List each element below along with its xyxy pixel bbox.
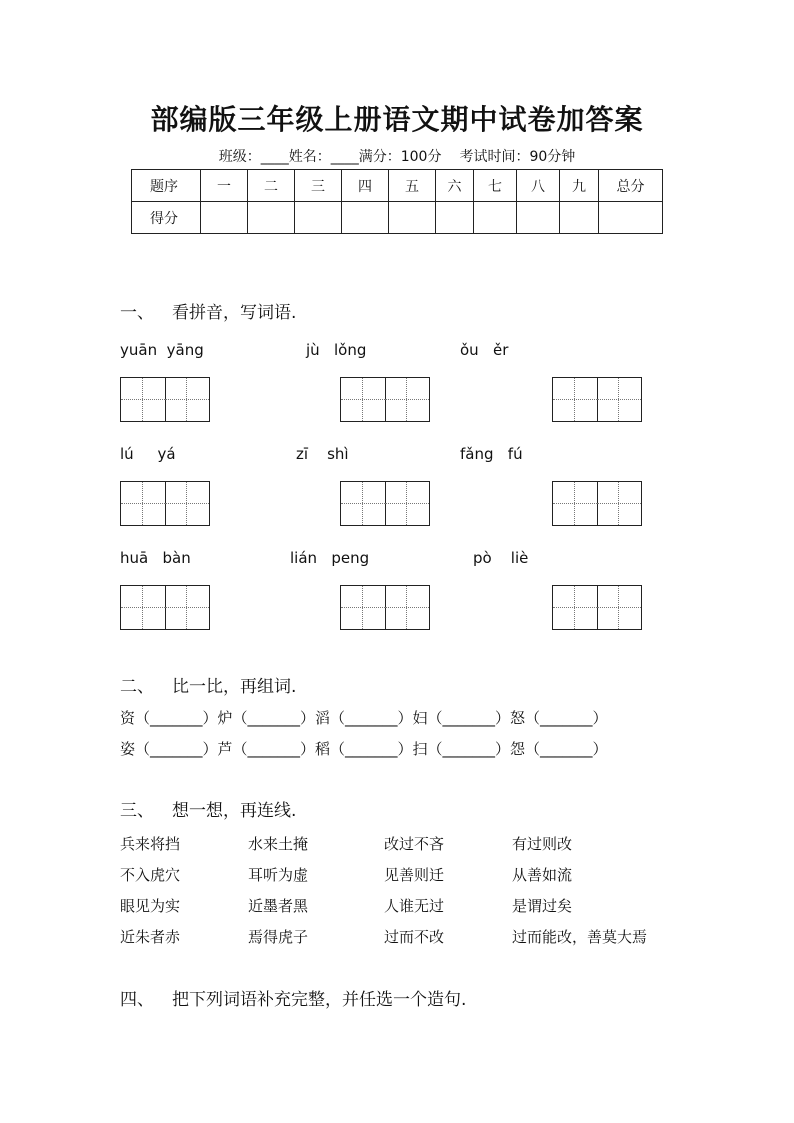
idiom-item[interactable]: 眼见为实 (120, 897, 181, 915)
exam-time-label: 考试时间：90分钟 (459, 149, 576, 165)
idiom-item[interactable]: 近墨者黑 (248, 897, 309, 915)
score-row-label: 得分 (132, 202, 201, 234)
pinyin-label: ǒu ěr (460, 341, 509, 359)
writing-grid[interactable] (120, 481, 210, 526)
full-score-label: 满分：100分 (358, 149, 442, 165)
score-header-cell: 三 (295, 170, 342, 202)
writing-grid[interactable] (340, 585, 430, 630)
section-title: 想一想，再连线. (172, 801, 297, 821)
score-table-score-row (132, 202, 663, 234)
writing-grid[interactable] (552, 481, 642, 526)
writing-grid[interactable] (120, 585, 210, 630)
section-4-heading (120, 985, 466, 1010)
section-3-heading (120, 796, 296, 821)
score-input-cell[interactable] (389, 202, 436, 234)
pinyin-label: lú yá (120, 445, 176, 463)
writing-grid[interactable] (120, 377, 210, 422)
score-input-cell[interactable] (474, 202, 517, 234)
writing-grid[interactable] (340, 377, 430, 422)
score-input-cell[interactable] (517, 202, 560, 234)
score-header-cell: 六 (436, 170, 474, 202)
score-table-header-row (132, 170, 663, 202)
writing-grid[interactable] (552, 377, 642, 422)
section-number: 三、 (120, 801, 154, 821)
section-title: 看拼音，写词语. (172, 303, 297, 323)
score-table (131, 169, 663, 234)
pinyin-label: zī shì (296, 445, 349, 463)
idiom-item[interactable]: 不入虎穴 (120, 866, 181, 884)
score-header-cell: 一 (201, 170, 248, 202)
idiom-item[interactable]: 耳听为虚 (248, 866, 309, 884)
idiom-item[interactable]: 过而能改，善莫大焉 (512, 928, 648, 946)
section-title: 比一比，再组词. (172, 677, 297, 697)
score-input-cell[interactable] (201, 202, 248, 234)
pinyin-label: pò liè (473, 549, 529, 567)
idiom-item[interactable]: 过而不改 (384, 928, 445, 946)
score-input-cell[interactable] (436, 202, 474, 234)
writing-grid[interactable] (552, 585, 642, 630)
idiom-item[interactable]: 人谁无过 (384, 897, 445, 915)
score-header-cell: 四 (342, 170, 389, 202)
section-number: 四、 (120, 990, 154, 1010)
compare-row: 资（_______）炉（_______）滔（_______）妇（_______）怒（_______） (120, 709, 608, 727)
idiom-item[interactable]: 近朱者赤 (120, 928, 181, 946)
page-title: 部编版三年级上册语文期中试卷加答案 (150, 103, 644, 136)
pinyin-label: fǎng fú (460, 445, 523, 463)
idiom-item[interactable]: 见善则迁 (384, 866, 445, 884)
section-1-heading (120, 298, 296, 323)
score-header-cell: 五 (389, 170, 436, 202)
idiom-item[interactable]: 是谓过矣 (512, 897, 573, 915)
pinyin-label: huā bàn (120, 549, 191, 567)
exam-info (0, 146, 794, 166)
section-number: 一、 (120, 303, 154, 323)
score-header-cell: 九 (560, 170, 599, 202)
section-2-heading (120, 672, 296, 697)
section-title: 把下列词语补充完整，并任选一个造句. (172, 990, 467, 1010)
name-label: 姓名：____ (288, 149, 359, 165)
pinyin-label: lián peng (290, 549, 370, 567)
idiom-item[interactable]: 水来土掩 (248, 835, 309, 853)
score-input-cell[interactable] (560, 202, 599, 234)
score-header-cell: 题序 (132, 170, 201, 202)
idiom-item[interactable]: 有过则改 (512, 835, 573, 853)
idiom-item[interactable]: 焉得虎子 (248, 928, 309, 946)
score-header-cell: 八 (517, 170, 560, 202)
class-label: 班级：____ (218, 149, 289, 165)
pinyin-label: jù lǒng (306, 341, 367, 359)
idiom-item[interactable]: 兵来将挡 (120, 835, 181, 853)
writing-grid[interactable] (340, 481, 430, 526)
section-number: 二、 (120, 677, 154, 697)
score-input-cell[interactable] (295, 202, 342, 234)
pinyin-label: yuān yāng (120, 341, 204, 359)
score-header-cell: 二 (248, 170, 295, 202)
score-input-cell[interactable] (342, 202, 389, 234)
score-input-cell[interactable] (248, 202, 295, 234)
compare-row: 姿（_______）芦（_______）稻（_______）扫（_______）怨（_______） (120, 740, 608, 758)
idiom-item[interactable]: 从善如流 (512, 866, 573, 884)
score-header-cell: 总分 (599, 170, 663, 202)
score-header-cell: 七 (474, 170, 517, 202)
idiom-item[interactable]: 改过不吝 (384, 835, 445, 853)
score-input-cell[interactable] (599, 202, 663, 234)
